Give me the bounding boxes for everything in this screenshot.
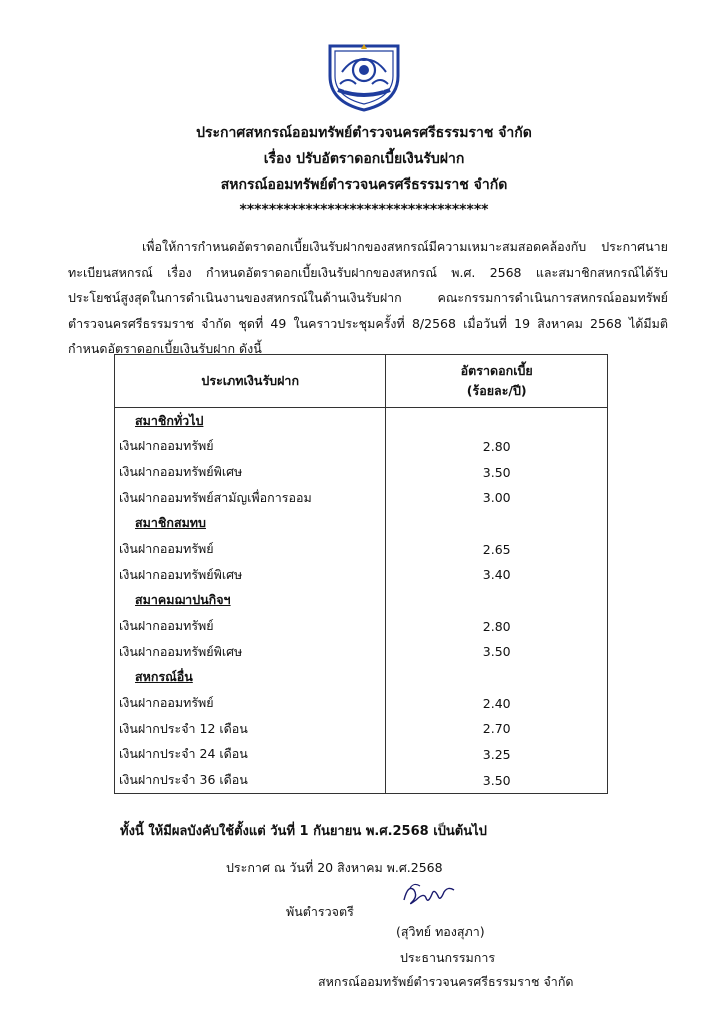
deposit-type: เงินฝากออมทรัพย์ — [115, 434, 386, 460]
deposit-type: เงินฝากประจำ 36 เดือน — [115, 767, 386, 793]
table-row — [115, 562, 608, 588]
table-row — [115, 613, 608, 639]
signer-organization: สหกรณ์ออมทรัพย์ตำรวจนครศรีธรรมราช จำกัด — [318, 974, 574, 989]
signer-position: ประธานกรรมการ — [400, 950, 496, 965]
announcement-subject: เรื่อง ปรับอัตราดอกเบี้ยเงินรับฝาก — [263, 151, 465, 167]
deposit-type: เงินฝากออมทรัพย์พิเศษ — [115, 459, 386, 485]
table-row — [115, 485, 608, 511]
group-title: สมาชิกสมทบ — [115, 511, 386, 537]
header-rate-unit: (ร้อยละ/ปี) — [466, 383, 527, 398]
rate-value: 2.70 — [386, 716, 608, 742]
deposit-type: เงินฝากออมทรัพย์ — [115, 613, 386, 639]
table-row — [115, 639, 608, 665]
header-interest-rate — [386, 355, 608, 408]
rate-value: 3.25 — [386, 742, 608, 768]
separator-stars: ********************************** — [239, 202, 489, 218]
issuer-name: สหกรณ์ออมทรัพย์ตำรวจนครศรีธรรมราช จำกัด — [220, 177, 508, 193]
rate-value: 2.80 — [386, 434, 608, 460]
header-rate-label: อัตราดอกเบี้ย — [460, 363, 533, 378]
group-row — [115, 665, 608, 691]
rate-value: 3.50 — [386, 459, 608, 485]
deposit-type: เงินฝากออมทรัพย์ — [115, 690, 386, 716]
group-row — [115, 408, 608, 434]
signer-name: (สุวิทย์ ทองสุภา) — [396, 924, 485, 939]
intro-paragraph — [68, 234, 668, 362]
rate-value: 3.40 — [386, 562, 608, 588]
rate-value: 3.50 — [386, 639, 608, 665]
cooperative-logo — [324, 40, 404, 112]
effective-date: ทั้งนี้ ให้มีผลบังคับใช้ตั้งแต่ วันที่ 1 กันยายน พ.ศ.2568 เป็นต้นไป — [120, 824, 487, 839]
deposit-type: เงินฝากประจำ 12 เดือน — [115, 716, 386, 742]
group-title: สหกรณ์อื่น — [115, 665, 386, 691]
deposit-type: เงินฝากออมทรัพย์พิเศษ — [115, 639, 386, 665]
deposit-type: เงินฝากออมทรัพย์สามัญเพื่อการออม — [115, 485, 386, 511]
deposit-type: เงินฝากออมทรัพย์ — [115, 536, 386, 562]
announcement-date: ประกาศ ณ วันที่ 20 สิงหาคม พ.ศ.2568 — [226, 860, 443, 875]
signature-image — [398, 880, 458, 908]
interest-rate-table — [114, 354, 608, 794]
group-title: สมาคมฌาปนกิจฯ — [115, 588, 386, 614]
table-row — [115, 690, 608, 716]
group-row — [115, 588, 608, 614]
table-row — [115, 742, 608, 768]
signer-rank: พันตำรวจตรี — [286, 904, 354, 919]
rate-value: 3.50 — [386, 767, 608, 793]
intro-text: เพื่อให้การกำหนดอัตราดอกเบี้ยเงินรับฝากของสหกรณ์มีความเหมาะสมสอดคล้องกับ ประกาศนายทะเบียนสหกรณ์ เรื่อง กำหนดอัตราดอกเบี้ยเงินรับฝากของสหกรณ์ พ.ศ. 2568 และสมาชิกสหกรณ์ได้รับประโยชน์สูงสุดในการดำเนินงานของสหกรณ์ในด้านเงินรับฝาก คณะกรรมการดำเนินการสหกรณ์ออมทรัพย์ตำรวจนครศรีธรรมราช จำกัด ชุดที่ 49 ในคราวประชุมครั้งที่ 8/2568 เมื่อวันที่ 19 สิงหาคม 2568 ได้มีมติกำหนดอัตราดอกเบี้ยเงินรับฝาก ดังนี้ — [68, 239, 668, 356]
deposit-type: เงินฝากออมทรัพย์พิเศษ — [115, 562, 386, 588]
table-row — [115, 767, 608, 793]
announcement-title: ประกาศสหกรณ์ออมทรัพย์ตำรวจนครศรีธรรมราช จำกัด — [196, 125, 532, 141]
table-row — [115, 536, 608, 562]
table-row — [115, 459, 608, 485]
table-row — [115, 716, 608, 742]
deposit-type: เงินฝากประจำ 24 เดือน — [115, 742, 386, 768]
group-title: สมาชิกทั่วไป — [115, 408, 386, 434]
rate-value: 2.40 — [386, 690, 608, 716]
rate-value: 2.80 — [386, 613, 608, 639]
group-row — [115, 511, 608, 537]
table-row — [115, 434, 608, 460]
rate-value: 2.65 — [386, 536, 608, 562]
rate-value: 3.00 — [386, 485, 608, 511]
header-deposit-type: ประเภทเงินรับฝาก — [115, 355, 386, 408]
